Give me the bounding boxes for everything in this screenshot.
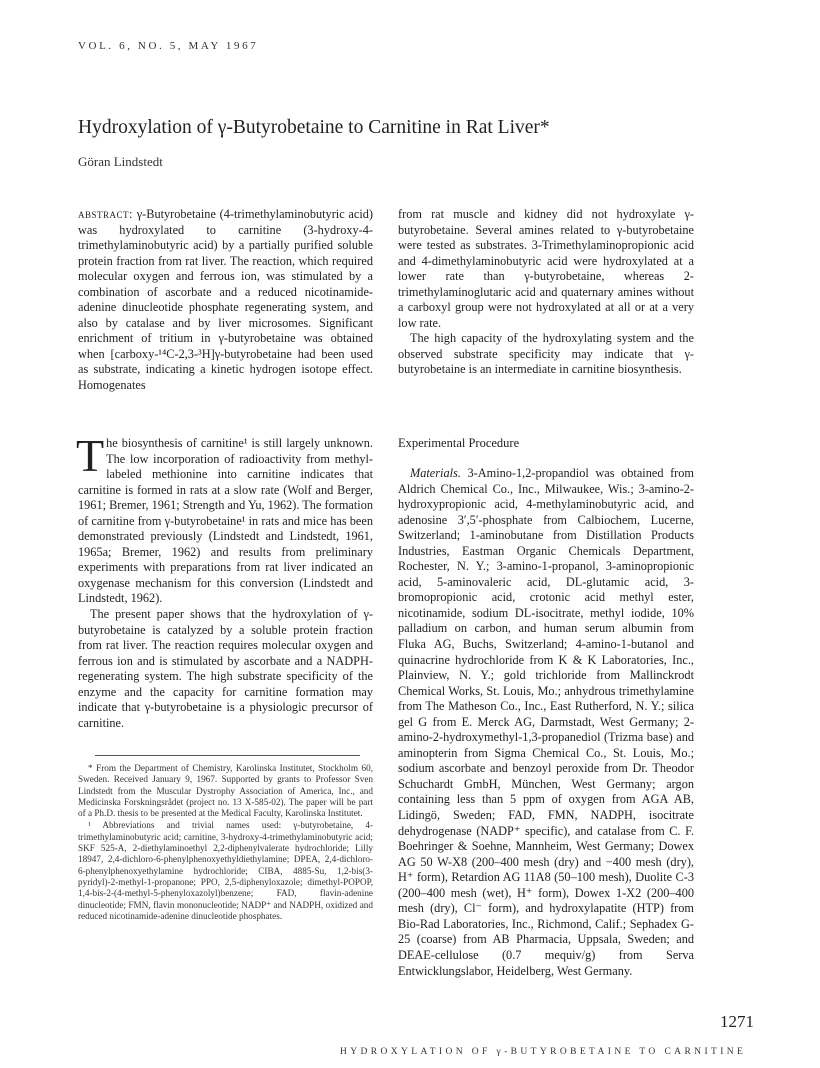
drop-cap: T	[76, 430, 105, 481]
footnote-abbreviations: ¹ Abbreviations and trivial names used: γ-butyrobetaine, 4-trimethylaminobutyric acid; carnitine, 3-hydroxy-4-trimethylaminobutyric acid; SKF 525-A, 2-diethylaminoethyl 2,2-diphenylvalerate hydrochloride; Lilly 18947, 2,4-dichloro-6-phenylphenoxyethyldiethylamine; DPEA, 2,4-dichloro-6-phenylphenoxyethylamine hydrochloride; CIBA, 4885-Su, 1,2-bis(3-pyridyl)-2-methyl-1-propanone; PPO, 2,5-diphenyloxazole; dimethyl-POPOP, 1,4-bis-2-(4-methyl-5-phenyloxazolyl)benzene; FAD, flavin-adenine dinucleotide; FMN, flavin mononucleotide; NADP⁺ and NADPH, oxidized and reduced nicotinamide-adenine dinucleotide phosphates.	[78, 820, 373, 921]
author-name: Göran Lindstedt	[78, 154, 163, 169]
footnote-affiliation: * From the Department of Chemistry, Karolinska Institutet, Stockholm 60, Sweden. Received January 9, 1967. Supported by grants to Professor Sven Lindstedt from the Muscular Dystrophy Association of America, Inc., and Medicinska Forskningsrådet (project no. 13 X-585-02). The paper will be part of a Ph.D. thesis to be presented at the Medical Faculty, Karolinska Institutet.	[78, 763, 373, 819]
intro-paragraph-1: he biosynthesis of carnitine¹ is still largely unknown. The low incorporation of radioactivity from methyl-labeled methionine into carnitine indicates that carnitine is formed in rats at a slow rate (Wolf and Berger, 1961; Bremer, 1961; Strength and Yu, 1962). The formation of carnitine from γ-butyrobetaine¹ in rats and mice has been demonstrated previously (Lindstedt and Lindstedt, 1961, 1965a; Bremer, 1962) and results from preliminary experiments with preparations from rat liver indicated an oxygenase mechanism for this conversion (Lindstedt and Lindstedt, 1962).	[78, 436, 373, 606]
footnote-divider	[95, 755, 360, 756]
intro-paragraph-2: The present paper shows that the hydroxylation of γ-butyrobetaine is catalyzed by a soluble protein fraction from rat liver. The reaction requires molecular oxygen and ferrous ion and is stimulated by ascorbate and a NADPH-regenerating system. The high substrate specificity of the enzyme and the capacity for carnitine formation may indicate that γ-butyrobetaine is a physiologic precursor of carnitine.	[78, 607, 373, 730]
introduction	[76, 430, 373, 731]
abstract-column-2	[398, 207, 694, 378]
page-number: 1271	[720, 1012, 754, 1031]
materials-label: Materials.	[410, 466, 461, 480]
materials-text: 3-Amino-1,2-propandiol was obtained from Aldrich Chemical Co., Inc., Milwaukee, Wis.; 3-amino-2-hydroxypropionic acid, 4-methylaminobutyric acid, and adenosine 3′,5′-phosphate from Calbiochem, Lucerne, Switzerland; 1-aminobutane from Distillation Products Industries, Eastman Organic Chemicals Department, Rochester, N. Y.; 3-amino-1-propanol, 3-aminopropionic acid, 5-aminovaleric acid, DL-glutamic acid, 3-bromopropionic acid, crotonic acid methyl ester, nicotinamide, sodium DL-isocitrate, methyl iodide, 10% palladium on carbon, and human serum albumin from Fluka AG, Buchs, Switzerland; 4-amino-1-butanol and quinacrine hydrochloride from K & K Laboratories, Inc., Plainview, N. Y.; gold trichloride from Mallinckrodt Chemical Works, St. Louis, Mo.; anhydrous trimethylamine from The Matheson Co., Inc., East Rutherford, N. Y.; silica gel G from E. Merck AG, Darmstadt, West Germany; 2-amino-2-hydroxymethyl-1,3-propanediol (Trizma base) and aminopterin from Sigma Chemical Co., St. Louis, Mo.; sodium ascorbate and benzoyl peroxide from Dr. Theodor Schuchardt GmbH, München, West Germany; argon containing less than 5 ppm of oxygen from AGA AB, Lidingö, Sweden; FAD, FMN, NADPH, isocitrate dehydrogenase (NADP⁺ specific), and catalase from C. F. Boehringer & Soehne, Mannheim, West Germany; Dowex AG 50 W-X8 (200–400 mesh (dry) and −400 mesh (dry), H⁺ form), Retardion AG 11A8 (50–100 mesh), Duolite C-3 (200–400 mesh (wet), H⁺ form), Dowex 1-X2 (200–400 mesh (dry), Cl⁻ form), and hydroxylapatite (HTP) from Bio-Rad Laboratories, Inc., Richmond, Calif.; Sephadex G-25 (coarse) from AB Pharmacia, Uppsala, Sweden; and DEAE-cellulose (0.7 mequiv/g) from Serva Entwicklungslabor, Heidelberg, West Germany.	[398, 466, 694, 978]
materials-paragraph	[398, 466, 694, 979]
running-head: VOL. 6, NO. 5, MAY 1967	[78, 40, 259, 52]
abstract-label: abstract:	[78, 207, 133, 221]
article-title: Hydroxylation of γ-Butyrobetaine to Carnitine in Rat Liver*	[78, 117, 550, 138]
abstract-text-3: The high capacity of the hydroxylating system and the observed substrate specificity may indicate that γ-butyrobetaine is an intermediate in carnitine biosynthesis.	[398, 331, 694, 377]
abstract-text-2: from rat muscle and kidney did not hydroxylate γ-butyrobetaine. Several amines related to γ-butyrobetaine were tested as substrates. 3-Trimethylaminopropionic acid and 4-dimethylaminobutyric acid were hydroxylated at a lower rate than γ-butyrobetaine, whereas 2-trimethylaminoglutaric acid and quaternary amines without a carboxyl group were not hydroxylated at all or at a very low rate.	[398, 207, 694, 330]
abstract-column-1	[78, 207, 373, 394]
running-footer: HYDROXYLATION OF γ-BUTYROBETAINE TO CARNITINE	[340, 1047, 747, 1057]
section-heading: Experimental Procedure	[398, 436, 520, 450]
footnotes	[78, 763, 373, 923]
abstract-text-1: γ-Butyrobetaine (4-trimethylaminobutyric acid) was hydroxylated to carnitine (3-hydroxy-4-trimethylaminobutyric acid) by a partially purified soluble protein fraction from rat liver. The reaction, which required molecular oxygen and ferrous ion, was stimulated by a combination of ascorbate and a reduced nicotinamide-adenine dinucleotide phosphate regenerating system, and also by catalase and by liver microsomes. Significant enrichment of tritium in γ-butyrobetaine was obtained when [carboxy-¹⁴C-2,3-³H]γ-butyrobetaine had been used as substrate, indicating a kinetic hydrogen isotope effect. Homogenates	[78, 207, 374, 393]
